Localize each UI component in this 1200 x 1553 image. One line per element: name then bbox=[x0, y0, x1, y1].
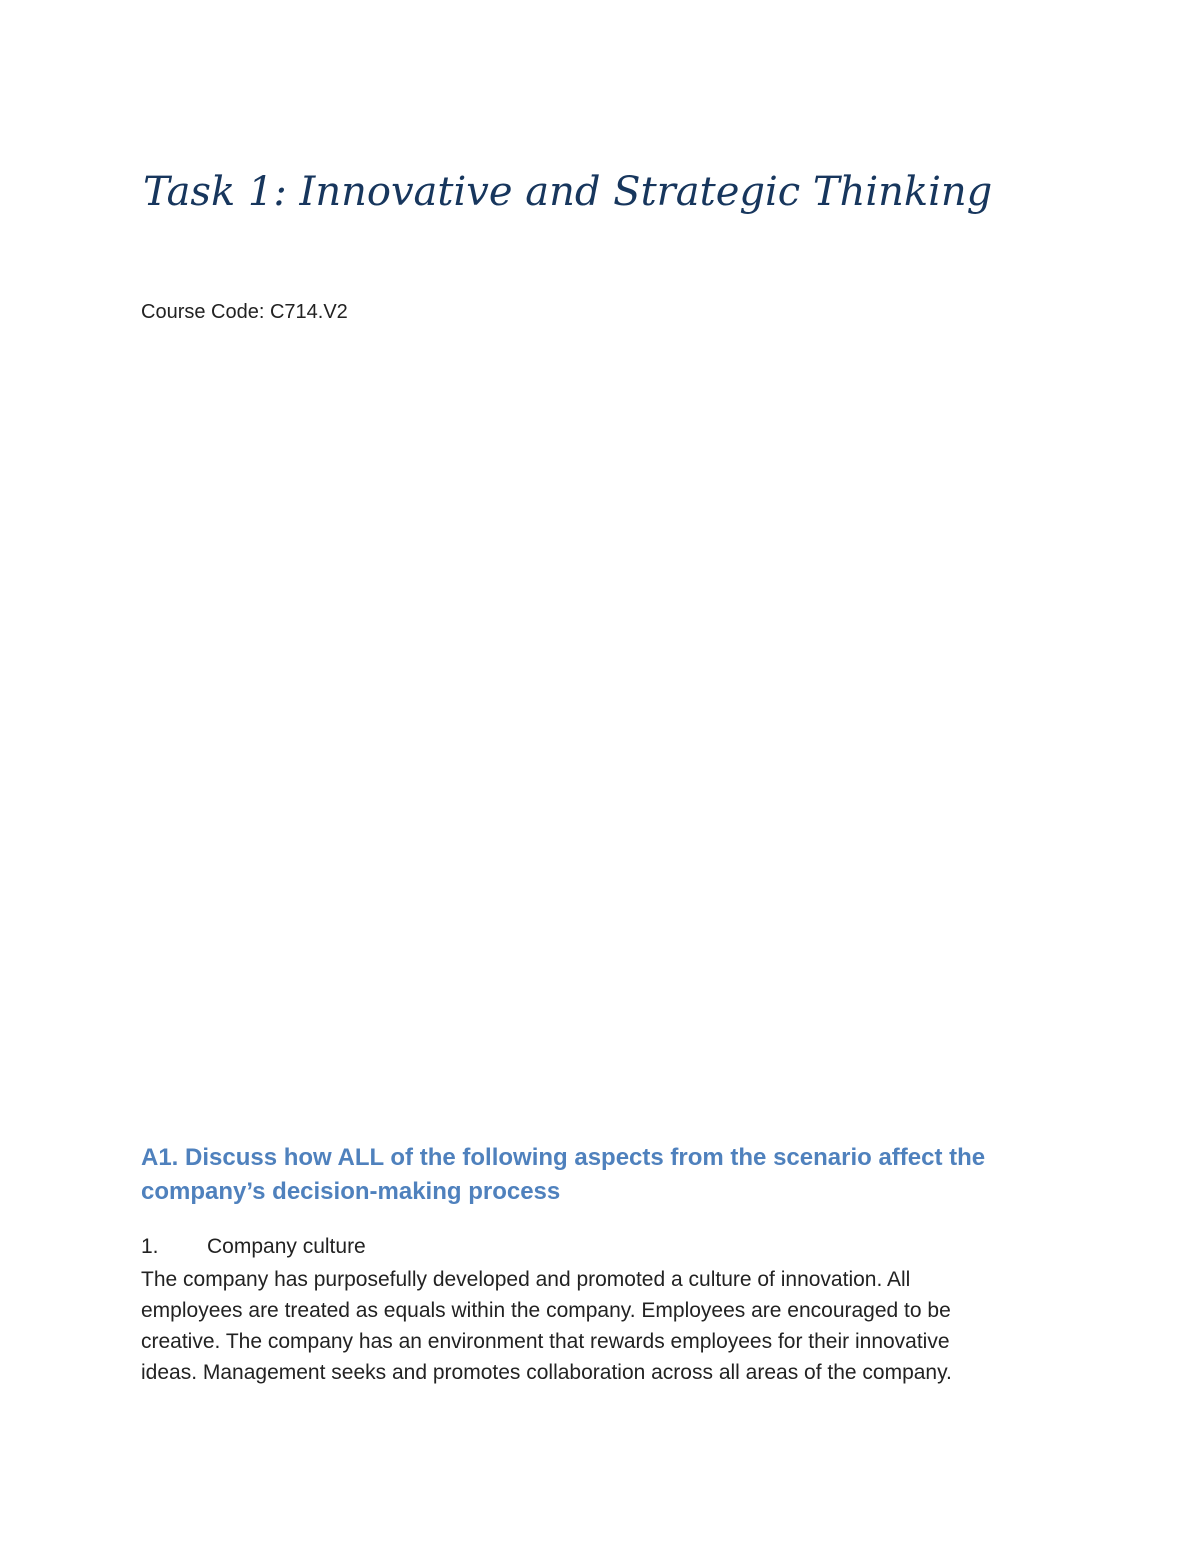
body-line: creative. The company has an environment that rewards employees for their innovative bbox=[141, 1330, 950, 1353]
body-line: employees are treated as equals within the company. Employees are encouraged to be bbox=[141, 1299, 951, 1322]
section-heading-a1: A1. Discuss how ALL of the following aspects from the scenario affect the company’s decision-making process bbox=[141, 1144, 986, 1205]
body-line: ideas. Management seeks and promotes collaboration across all areas of the company. bbox=[141, 1361, 952, 1384]
body-paragraph bbox=[141, 1264, 1071, 1388]
list-item-label: Company culture bbox=[207, 1235, 366, 1258]
course-code: Course Code: C714.V2 bbox=[141, 301, 348, 323]
body-line: The company has purposefully developed and promoted a culture of innovation. All bbox=[141, 1268, 911, 1291]
list-item-number: 1. bbox=[141, 1235, 159, 1258]
document-title: Task 1: Innovative and Strategic Thinking bbox=[143, 169, 993, 215]
list-item bbox=[141, 1233, 366, 1261]
